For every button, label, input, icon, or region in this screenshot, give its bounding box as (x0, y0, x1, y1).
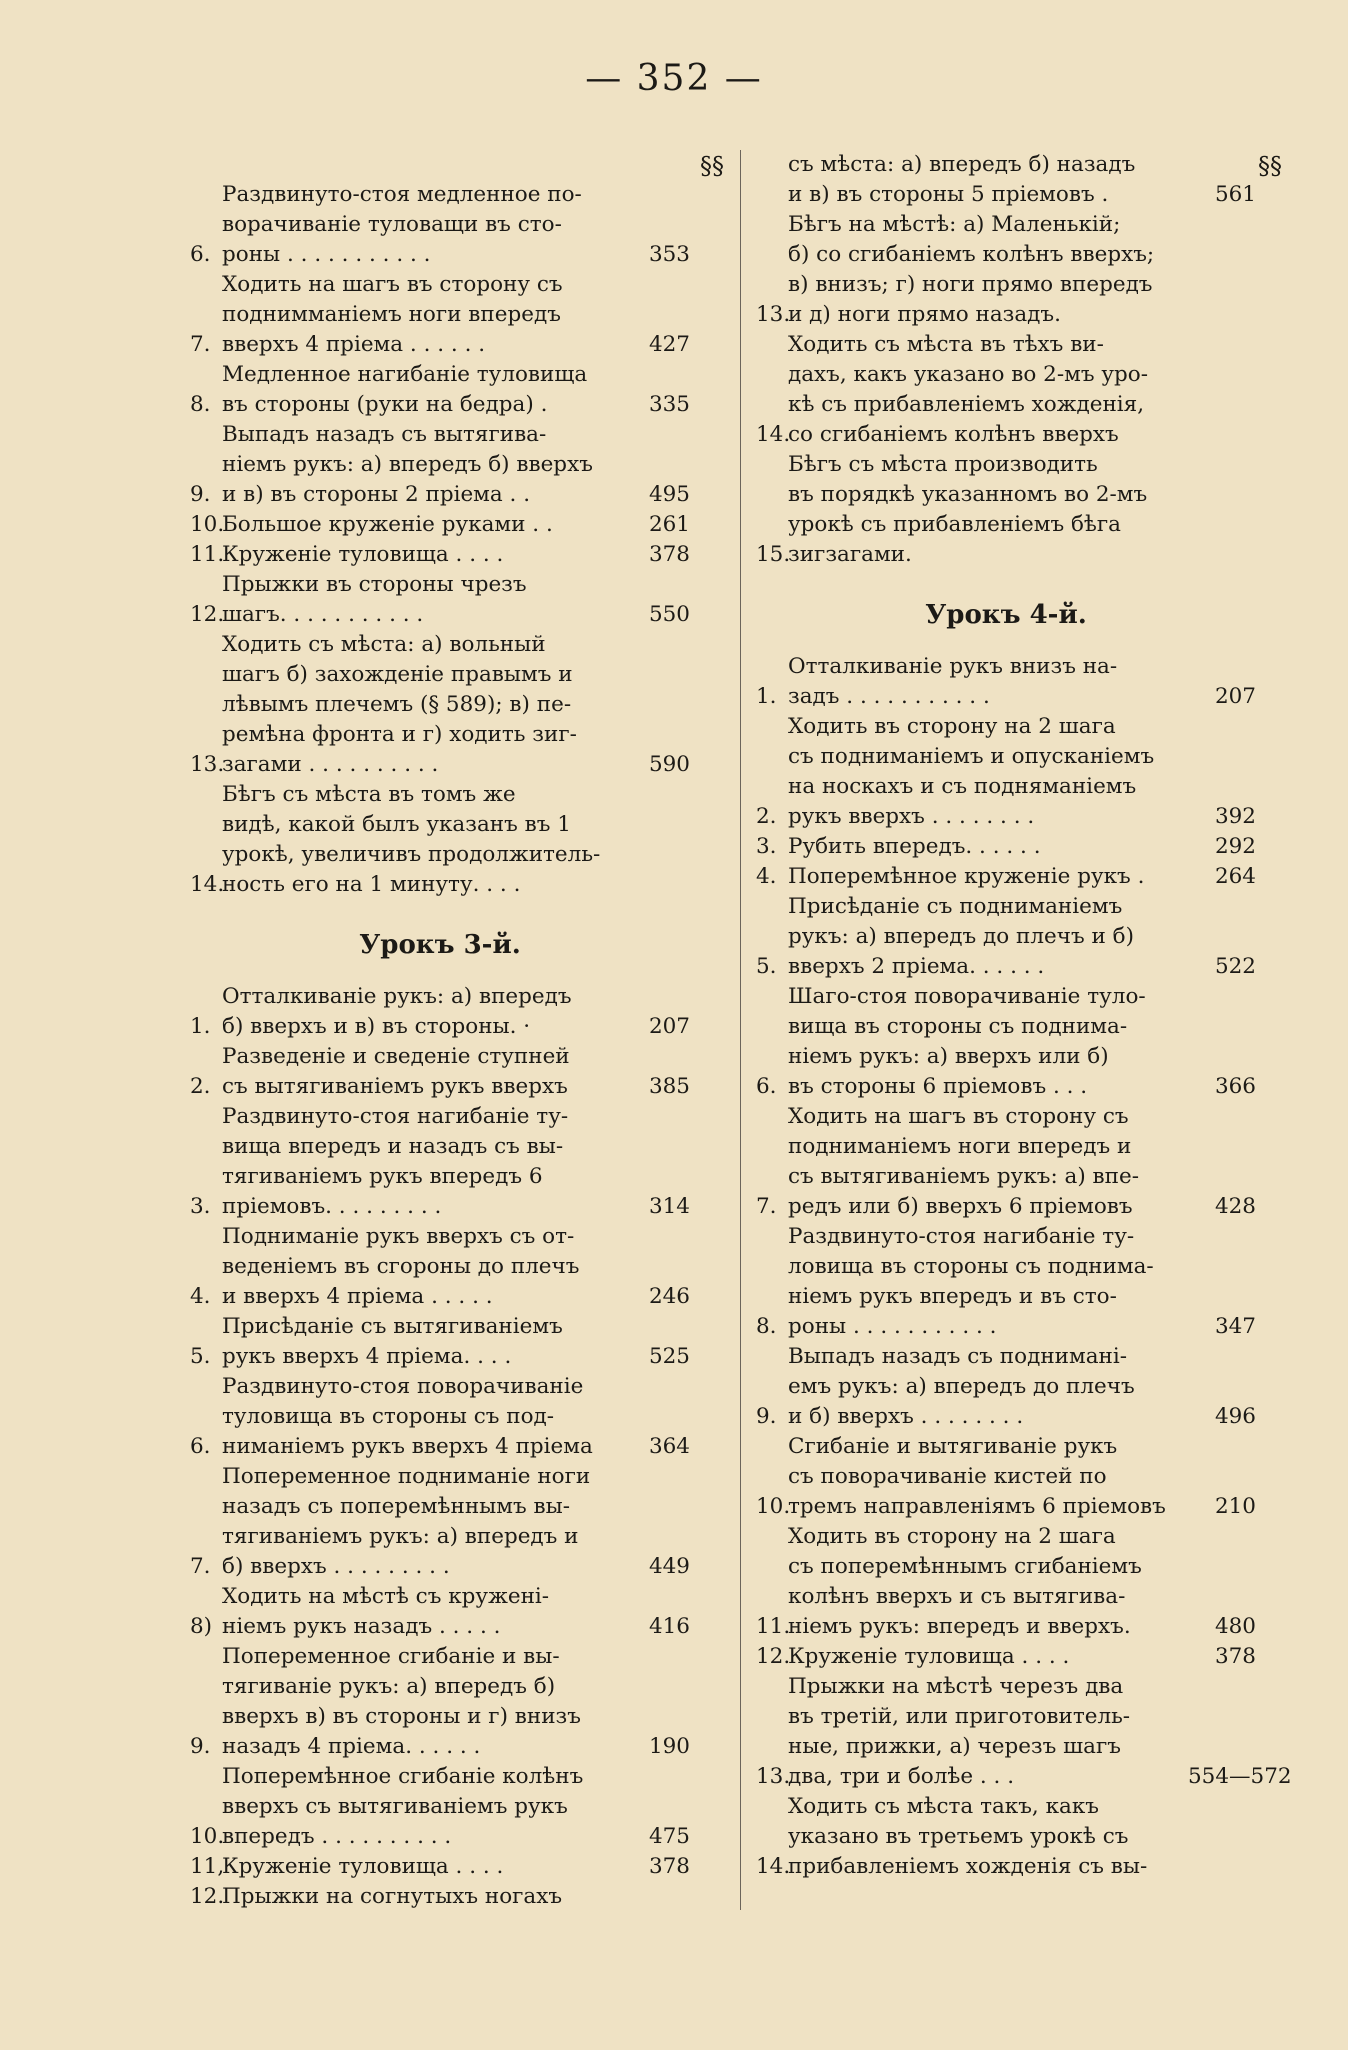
entry-text (788, 832, 1188, 862)
entry-line: нiемъ рукъ: впередъ и вверхъ. (788, 1614, 1131, 1639)
list-item (190, 1222, 690, 1312)
list-item (756, 1222, 1256, 1342)
entry-line: Разведенiе и сведенiе ступней (222, 1044, 570, 1069)
entry-text (222, 780, 622, 900)
entry-line: и в) въ стороны 5 прiемовъ . (788, 182, 1109, 207)
entry-line: и вверхъ 4 прiема . . . . . (222, 1284, 493, 1309)
entry-text (222, 570, 622, 630)
right-entries (756, 652, 1292, 1882)
entry-line: съ поворачиванiе кистей по (788, 1464, 1107, 1489)
right-lead-entries (756, 150, 1256, 570)
entry-section-ref: 480 (1214, 1614, 1256, 1639)
entry-section-ref: 190 (648, 1734, 690, 1759)
section-mark-left: §§ (700, 152, 724, 180)
list-item (190, 1372, 690, 1462)
entry-text (222, 630, 622, 780)
entry-section-ref: 428 (1214, 1194, 1256, 1219)
entry-text (788, 330, 1188, 450)
entry-line: Бѣгъ съ мѣста производить (788, 452, 1098, 477)
entry-section-ref: 427 (648, 332, 690, 357)
entry-line: кѣ съ прибавленiемъ хожденiя, (788, 392, 1145, 417)
entry-text (222, 1642, 622, 1762)
entry-text (222, 1372, 622, 1462)
list-item (190, 540, 690, 570)
entry-line: вверхъ 2 прiема. . . . . . (788, 954, 1045, 979)
lesson-4-heading: Урокъ 4-й. (925, 600, 1087, 630)
entry-line: лѣвымъ плечемъ (§ 589); в) пе- (222, 692, 572, 717)
section-mark-right: §§ (1258, 152, 1282, 180)
entry-text (222, 1462, 622, 1582)
entry-section-ref: 207 (1214, 684, 1256, 709)
entry-section-ref: 207 (648, 1014, 690, 1039)
entry-text (788, 150, 1188, 210)
entry-line: рукъ: а) впередъ до плечъ и б) (788, 924, 1134, 949)
entry-line: Ходить съ мѣста такъ, какъ (788, 1794, 1099, 1819)
entry-number: 1. (190, 1014, 211, 1039)
list-item (756, 1342, 1256, 1432)
entry-number: 3. (756, 834, 777, 859)
list-item (190, 1882, 690, 1912)
entry-number: 4. (756, 864, 777, 889)
entry-text (222, 540, 622, 570)
list-item (756, 862, 1256, 892)
entry-line: зигзагами. (788, 542, 912, 567)
entry-section-ref: 496 (1214, 1404, 1256, 1429)
entry-text (222, 270, 622, 360)
entry-text (222, 180, 622, 270)
entry-line: туловища въ стороны съ под- (222, 1404, 555, 1429)
entry-number: 11, (190, 1854, 225, 1879)
entry-text (222, 1042, 622, 1102)
entry-section-ref: 554—572 (1188, 1764, 1292, 1789)
entry-section-ref: 314 (648, 1194, 690, 1219)
entry-line: Поперемѣнное сгибанiе колѣнъ (222, 1764, 584, 1789)
entry-section-ref: 449 (648, 1554, 690, 1579)
entry-text (788, 892, 1188, 982)
entry-line: урокѣ съ прибавленiемъ бѣга (788, 512, 1121, 537)
page-number: — 352 — (585, 58, 763, 99)
column-divider (740, 150, 741, 1910)
entry-number: 11. (756, 1614, 791, 1639)
list-item (756, 1102, 1256, 1222)
entry-number: 7. (756, 1194, 777, 1219)
entry-number: 7. (190, 332, 211, 357)
entry-line: прiемовъ. . . . . . . . . (222, 1194, 442, 1219)
entry-line: ные, прижки, а) черезъ шагъ (788, 1734, 1121, 1759)
entry-text (788, 210, 1188, 330)
entry-text (222, 1762, 622, 1852)
entry-text (788, 450, 1188, 570)
entry-section-ref: 210 (1214, 1494, 1256, 1519)
list-item (190, 982, 690, 1042)
list-item (190, 780, 690, 900)
entry-line: емъ рукъ: а) впередъ до плечъ (788, 1374, 1135, 1399)
entry-number: 10. (756, 1494, 791, 1519)
entry-number: 8. (756, 1314, 777, 1339)
entry-line: ниманiемъ рукъ вверхъ 4 прiема (222, 1434, 593, 1459)
entry-line: указано въ третьемъ урокѣ съ (788, 1824, 1129, 1849)
entry-line: Ходить съ мѣста: а) вольный (222, 632, 546, 657)
entry-section-ref: 475 (648, 1824, 690, 1849)
list-item (190, 1312, 690, 1372)
list-item (190, 1852, 690, 1882)
list-item (756, 330, 1256, 450)
entry-line: и д) ноги прямо назадъ. (788, 302, 1061, 327)
entry-number: 14. (190, 872, 225, 897)
entry-line: два, три и болѣе . . . (788, 1764, 1015, 1789)
lesson-3-heading: Урокъ 3-й. (359, 930, 521, 960)
entry-text (222, 1582, 622, 1642)
entry-line: Круженiе туловища . . . . (788, 1644, 1070, 1669)
list-item (190, 1582, 690, 1642)
entry-line: вверхъ в) въ стороны и г) внизъ (222, 1704, 581, 1729)
entry-text (788, 1522, 1188, 1642)
entry-section-ref: 525 (648, 1344, 690, 1369)
entry-line: задъ . . . . . . . . . . . (788, 684, 990, 709)
entry-section-ref: 392 (1214, 804, 1256, 829)
list-item (190, 510, 690, 540)
entry-line: б) вверхъ . . . . . . . . . (222, 1554, 450, 1579)
entry-number: 1. (756, 684, 777, 709)
entry-line: Попеременное подниманiе ноги (222, 1464, 591, 1489)
entry-line: Выпадъ назадъ съ вытягива- (222, 422, 547, 447)
entry-text (222, 1852, 622, 1882)
entry-line: колѣнъ вверхъ и съ вытягива- (788, 1584, 1126, 1609)
entry-number: 13. (756, 1764, 791, 1789)
entry-line: Ходить съ мѣста въ тѣхъ ви- (788, 332, 1104, 357)
entry-line: вища въ стороны съ поднима- (788, 1014, 1128, 1039)
entry-line: подниманiемъ ноги впередъ и (788, 1134, 1132, 1159)
entry-number: 5. (756, 954, 777, 979)
entry-line: на носкахъ и съ подняманiемъ (788, 774, 1137, 799)
left-entries-bottom (190, 982, 690, 1912)
list-item (190, 420, 690, 510)
entry-number: 10. (190, 1824, 225, 1849)
entry-line: тягиванiемъ рукъ впередъ 6 (222, 1164, 543, 1189)
entry-line: Подниманiе рукъ вверхъ съ от- (222, 1224, 575, 1249)
entry-section-ref: 378 (648, 1854, 690, 1879)
list-item (190, 180, 690, 270)
entry-line: Прыжки на согнутыхъ ногахъ (222, 1884, 563, 1909)
left-entries-top (190, 180, 690, 900)
list-item (190, 1642, 690, 1762)
entry-line: ность его на 1 минуту. . . . (222, 872, 521, 897)
entry-line: Поперемѣнное круженiе рукъ . (788, 864, 1145, 889)
entry-line: Прыжки въ стороны чрезъ (222, 572, 527, 597)
entry-line: Ходить на мѣстѣ съ круженi- (222, 1584, 550, 1609)
entry-line: б) со сгибанiемъ колѣнъ вверхъ; (788, 242, 1155, 267)
entry-section-ref: 385 (648, 1074, 690, 1099)
entry-line: Большое круженiе руками . . (222, 512, 553, 537)
entry-number: 8. (190, 392, 211, 417)
list-item (756, 1432, 1256, 1522)
list-item (756, 982, 1256, 1102)
entry-line: Круженiе туловища . . . . (222, 1854, 504, 1879)
entry-text (788, 1432, 1188, 1522)
entry-line: шагъ б) захожденiе правымъ и (222, 662, 573, 687)
entry-line: со сгибанiемъ колѣнъ вверхъ (788, 422, 1119, 447)
list-item (190, 1462, 690, 1582)
entry-line: и в) въ стороны 2 прiема . . (222, 482, 531, 507)
entry-section-ref: 364 (648, 1434, 690, 1459)
entry-section-ref: 550 (648, 602, 690, 627)
entry-line: въ стороны 6 прiемовъ . . . (788, 1074, 1088, 1099)
entry-line: Раздвинуто-стоя нагибанiе ту- (788, 1224, 1135, 1249)
entry-number: 9. (190, 1734, 211, 1759)
entry-line: съ поперемѣннымъ сгибанiемъ (788, 1554, 1142, 1579)
entry-number: 15. (756, 542, 791, 567)
entry-section-ref: 495 (648, 482, 690, 507)
entry-text (788, 1102, 1188, 1222)
entry-line: б) вверхъ и в) въ стороны. · (222, 1014, 531, 1039)
right-column (756, 150, 1292, 1882)
entry-line: урокѣ, увеличивъ продолжитель- (222, 842, 601, 867)
entry-section-ref: 353 (648, 242, 690, 267)
entry-number: 5. (190, 1344, 211, 1369)
entry-text (788, 1642, 1188, 1672)
list-item (756, 210, 1256, 330)
entry-line: Раздвинуто-стоя медленное по- (222, 182, 582, 207)
list-item (190, 1102, 690, 1222)
entry-line: Попеременное сгибанiе и вы- (222, 1644, 560, 1669)
entry-line: редъ или б) вверхъ 6 прiемовъ (788, 1194, 1133, 1219)
entry-line: в) внизъ; г) ноги прямо впередъ (788, 272, 1153, 297)
entry-line: съ вытягиванiемъ рукъ вверхъ (222, 1074, 568, 1099)
entry-section-ref: 366 (1214, 1074, 1256, 1099)
entry-line: роны . . . . . . . . . . . (788, 1314, 997, 1339)
entry-line: Ходить въ сторону на 2 шага (788, 1524, 1116, 1549)
entry-line: Раздвинуто-стоя поворачиванiе (222, 1374, 584, 1399)
entry-section-ref: 292 (1214, 834, 1256, 859)
entry-line: съ подниманiемъ и опусканiемъ (788, 744, 1155, 769)
entry-section-ref: 335 (648, 392, 690, 417)
entry-text (222, 982, 622, 1042)
entry-text (222, 1882, 622, 1912)
entry-number: 13. (190, 752, 225, 777)
entry-line: загами . . . . . . . . . . (222, 752, 439, 777)
entry-line: назадъ 4 прiема. . . . . . (222, 1734, 481, 1759)
entry-line: поднимманiемъ ноги впередъ (222, 302, 561, 327)
entry-text (788, 862, 1188, 892)
entry-line: прибавленiемъ хожденiя съ вы- (788, 1854, 1148, 1879)
entry-line: ремѣна фронта и г) ходить зиг- (222, 722, 577, 747)
entry-text (788, 712, 1188, 832)
entry-line: Прыжки на мѣстѣ черезъ два (788, 1674, 1124, 1699)
entry-number: 9. (190, 482, 211, 507)
entry-section-ref: 522 (1214, 954, 1256, 979)
list-item (190, 630, 690, 780)
entry-line: веденiемъ въ сгороны до плечъ (222, 1254, 580, 1279)
entry-number: 2. (756, 804, 777, 829)
list-item (756, 1672, 1292, 1792)
entry-text (222, 1222, 622, 1312)
entry-line: тягиванiе рукъ: а) впередъ б) (222, 1674, 556, 1699)
entry-line: ловища въ стороны съ поднима- (788, 1254, 1154, 1279)
entry-section-ref: 246 (648, 1284, 690, 1309)
entry-text (788, 1222, 1188, 1342)
entry-number: 12. (190, 602, 225, 627)
entry-line: вверхъ съ вытягиванiемъ рукъ (222, 1794, 568, 1819)
entry-line: Сгибанiе и вытягиванiе рукъ (788, 1434, 1118, 1459)
entry-number: 12. (756, 1644, 791, 1669)
entry-line: Отталкиванiе рукъ: а) впередъ (222, 984, 572, 1009)
entry-number: 14. (756, 422, 791, 447)
entry-line: Ходить въ сторону на 2 шага (788, 714, 1116, 739)
entry-text (222, 510, 622, 540)
entry-line: въ третiй, или приготовитель- (788, 1704, 1131, 1729)
entry-line: Медленное нагибанiе туловища (222, 362, 588, 387)
list-item (756, 1642, 1256, 1672)
entry-section-ref: 378 (648, 542, 690, 567)
entry-line: Бѣгъ на мѣстѣ: а) Маленькiй; (788, 212, 1121, 237)
entry-line: Рубить впередъ. . . . . . (788, 834, 1041, 859)
entry-text (222, 360, 622, 420)
entry-section-ref: 590 (648, 752, 690, 777)
entry-line: Присѣданiе съ вытягиванiемъ (222, 1314, 563, 1339)
entry-line: нiемъ рукъ: а) вверхъ или б) (788, 1044, 1109, 1069)
entry-section-ref: 261 (648, 512, 690, 537)
entry-line: назадъ съ поперемѣннымъ вы- (222, 1494, 570, 1519)
entry-line: рукъ вверхъ . . . . . . . . (788, 804, 1035, 829)
entry-number: 3. (190, 1194, 211, 1219)
entry-text (788, 1672, 1188, 1792)
list-item (756, 1792, 1256, 1882)
entry-number: 9. (756, 1404, 777, 1429)
entry-number: 12. (190, 1884, 225, 1909)
entry-section-ref: 264 (1214, 864, 1256, 889)
entry-line: тягиванiемъ рукъ: а) впередъ и (222, 1524, 579, 1549)
entry-text (222, 1102, 622, 1222)
entry-line: и б) вверхъ . . . . . . . . (788, 1404, 1024, 1429)
entry-number: 13. (756, 302, 791, 327)
entry-line: Присѣданiе съ подниманiемъ (788, 894, 1123, 919)
entry-number: 2. (190, 1074, 211, 1099)
entry-number: 11. (190, 542, 225, 567)
entry-line: Раздвинуто-стоя нагибанiе ту- (222, 1104, 569, 1129)
entry-line: нiемъ рукъ: а) впередъ б) вверхъ (222, 452, 593, 477)
list-item (756, 150, 1256, 210)
list-item (190, 570, 690, 630)
entry-line: Отталкиванiе рукъ внизъ на- (788, 654, 1118, 679)
left-column (190, 150, 690, 1912)
entry-line: видѣ, какой былъ указанъ въ 1 (222, 812, 571, 837)
list-item (190, 1042, 690, 1102)
entry-text (788, 652, 1188, 712)
list-item (756, 450, 1256, 570)
entry-number: 4. (190, 1284, 211, 1309)
entry-section-ref: 416 (648, 1614, 690, 1639)
list-item (756, 832, 1256, 862)
entry-text (788, 1342, 1188, 1432)
entry-line: Шаго-стоя поворачиванiе туло- (788, 984, 1146, 1009)
entry-line: Бѣгъ съ мѣста въ томъ же (222, 782, 516, 807)
list-item (190, 270, 690, 360)
entry-line: съ вытягиванiемъ рукъ: а) впе- (788, 1164, 1139, 1189)
entry-line: нiемъ рукъ впередъ и въ сто- (788, 1284, 1117, 1309)
entry-line: съ мѣста: а) впередъ б) назадъ (788, 152, 1136, 177)
list-item (756, 1522, 1256, 1642)
entry-line: рукъ вверхъ 4 прiема. . . . (222, 1344, 512, 1369)
entry-section-ref: 378 (1214, 1644, 1256, 1669)
entry-line: роны . . . . . . . . . . . (222, 242, 431, 267)
entry-number: 7. (190, 1554, 211, 1579)
entry-text (222, 1312, 622, 1372)
entry-number: 10. (190, 512, 225, 537)
entry-number: 14. (756, 1854, 791, 1879)
entry-section-ref: 347 (1214, 1314, 1256, 1339)
list-item (190, 1762, 690, 1852)
entry-line: ворачиванiе туловащи въ сто- (222, 212, 562, 237)
entry-section-ref: 561 (1214, 182, 1256, 207)
entry-number: 6. (190, 242, 211, 267)
entry-line: въ стороны (руки на бедра) . (222, 392, 548, 417)
entry-line: вища впередъ и назадъ съ вы- (222, 1134, 564, 1159)
entry-line: въ порядкѣ указанномъ во 2-мъ (788, 482, 1148, 507)
entry-text (222, 420, 622, 510)
entry-line: нiемъ рукъ назадъ . . . . . (222, 1614, 501, 1639)
list-item (756, 892, 1256, 982)
entry-number: 8) (190, 1614, 213, 1639)
list-item (190, 360, 690, 420)
entry-text (788, 1792, 1188, 1882)
entry-text (788, 982, 1188, 1102)
entry-line: Ходить на шагъ въ сторону съ (222, 272, 563, 297)
list-item (756, 712, 1256, 832)
list-item (756, 652, 1256, 712)
entry-line: тремъ направленiямъ 6 прiемовъ (788, 1494, 1166, 1519)
entry-number: 6. (756, 1074, 777, 1099)
entry-line: вверхъ 4 прiема . . . . . . (222, 332, 486, 357)
entry-line: шагъ. . . . . . . . . . . (222, 602, 424, 627)
entry-number: 6. (190, 1434, 211, 1459)
entry-line: Круженiе туловища . . . . (222, 542, 504, 567)
entry-line: впередъ . . . . . . . . . . (222, 1824, 452, 1849)
entry-line: Выпадъ назадъ съ подниманi- (788, 1344, 1127, 1369)
entry-line: дахъ, какъ указано во 2-мъ уро- (788, 362, 1148, 387)
entry-line: Ходить на шагъ въ сторону съ (788, 1104, 1129, 1129)
